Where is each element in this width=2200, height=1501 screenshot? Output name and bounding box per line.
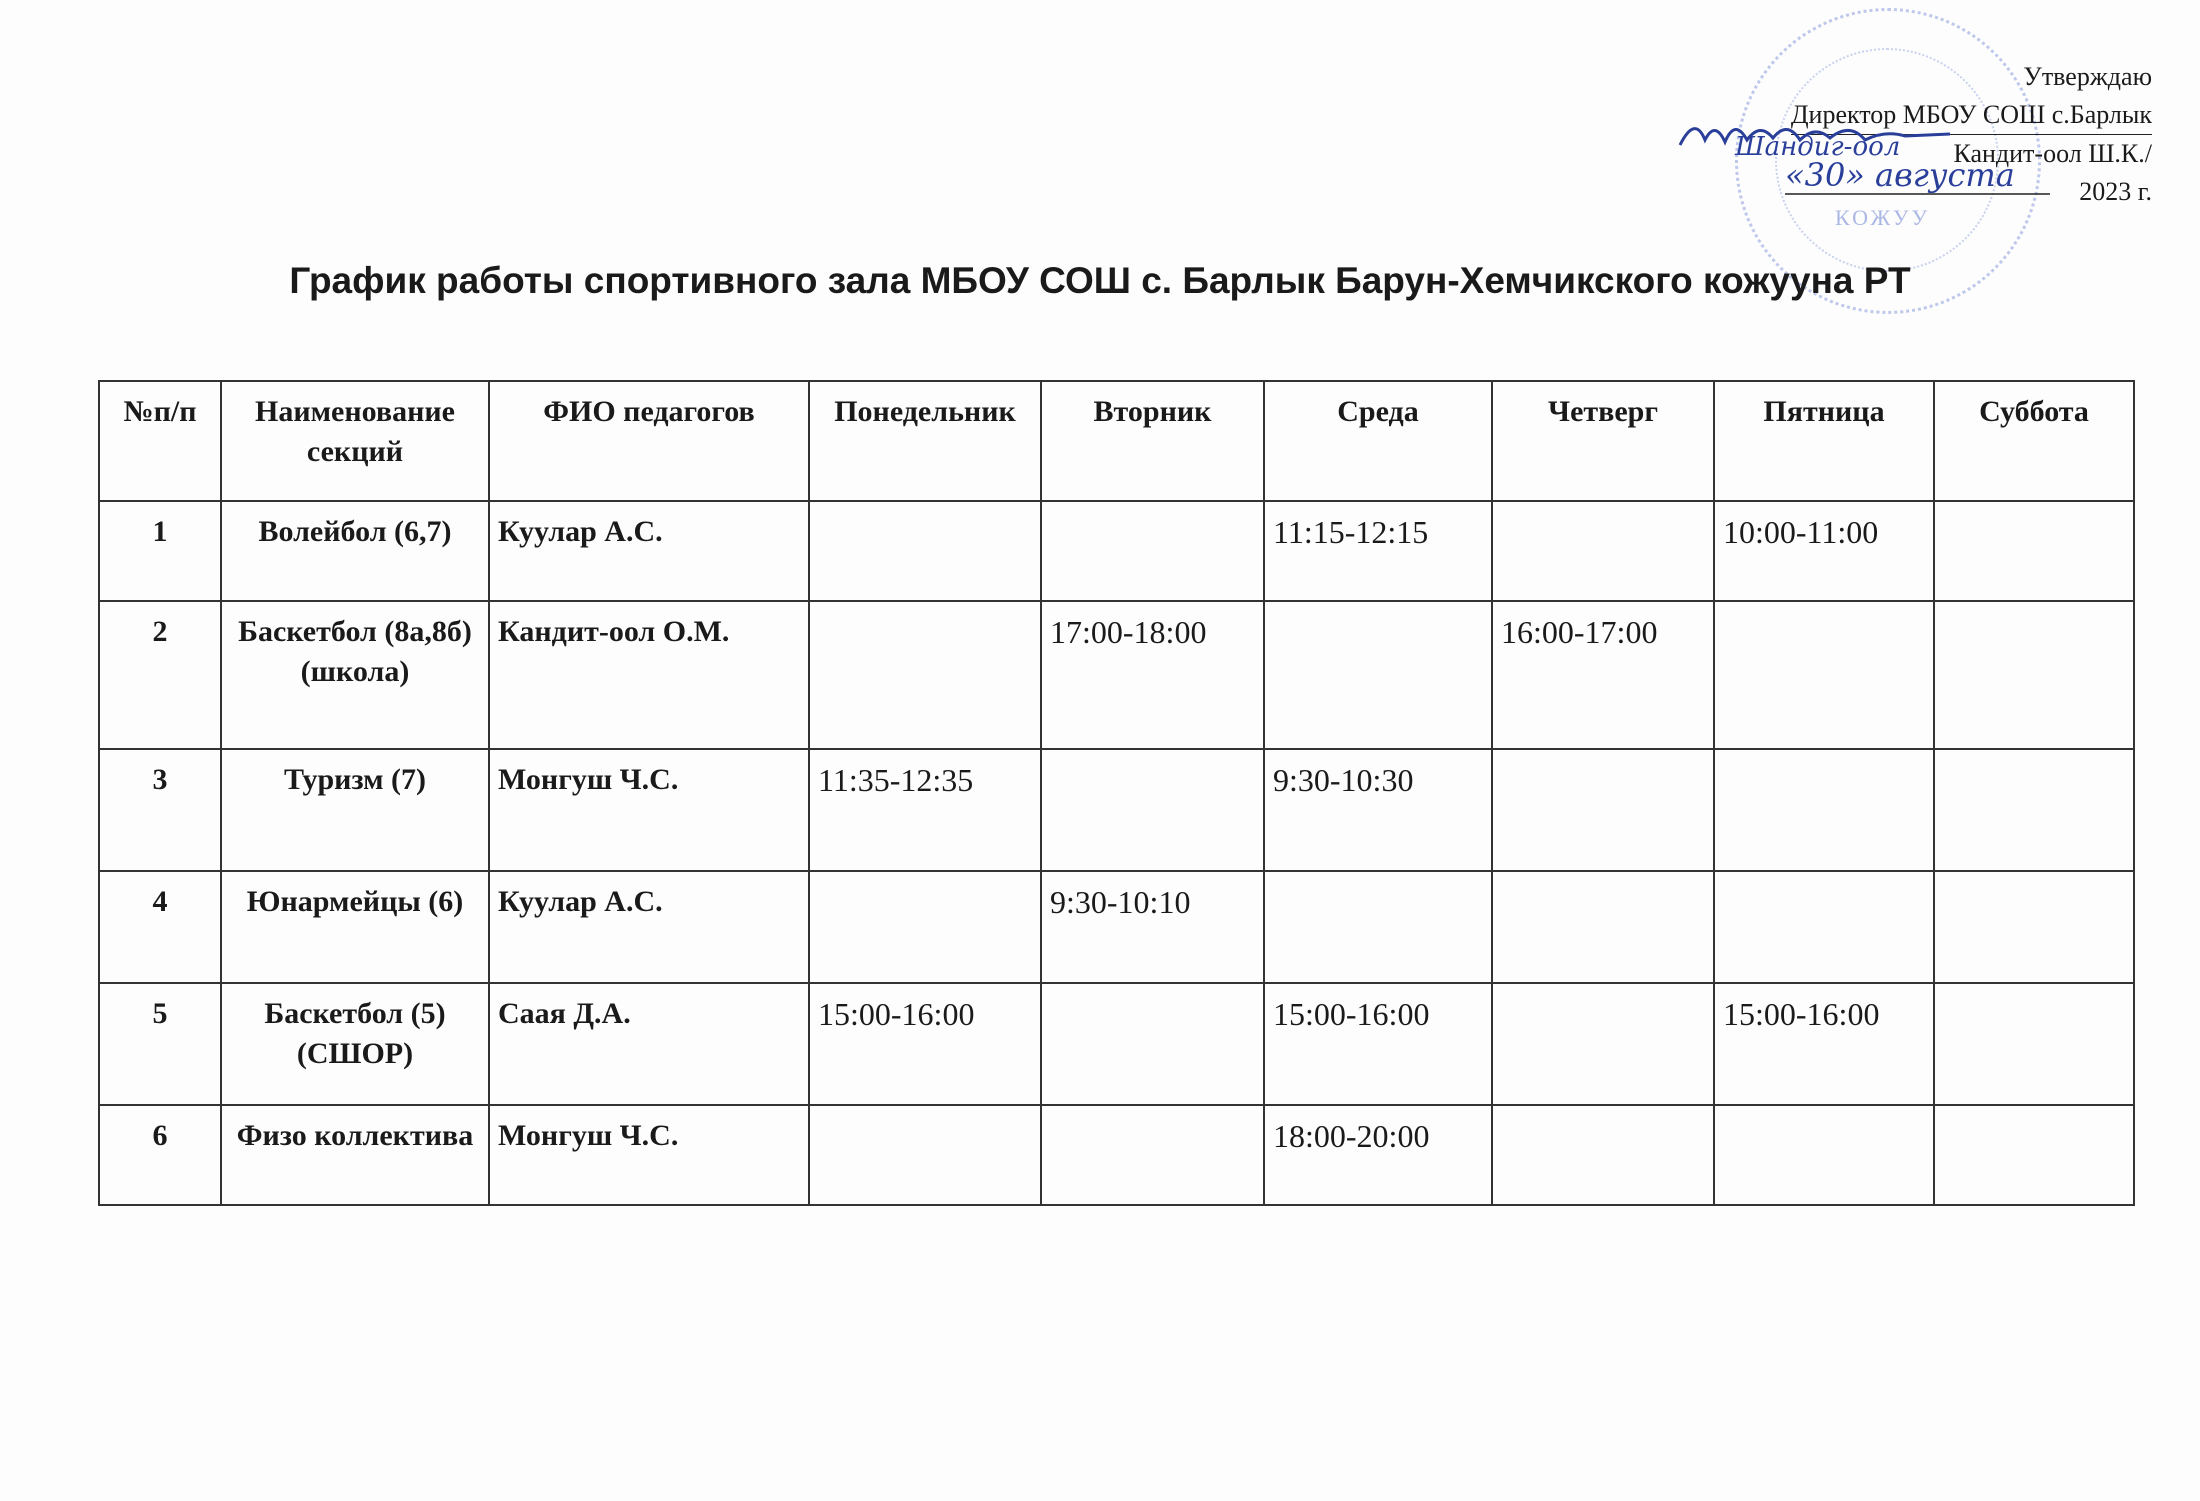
row-teacher: Саая Д.А. [489,983,809,1105]
row-thursday [1492,871,1714,983]
header-num: №п/п [99,381,221,501]
row-thursday [1492,1105,1714,1205]
row-tuesday: 9:30-10:10 [1041,871,1264,983]
row-friday [1714,601,1934,749]
row-teacher: Куулар А.С. [489,501,809,601]
row-wednesday: 15:00-16:00 [1264,983,1492,1105]
row-teacher: Монгуш Ч.С. [489,1105,809,1205]
table-row [99,601,2134,749]
header-monday: Понедельник [809,381,1041,501]
table-row [99,749,2134,871]
table-row [99,983,2134,1105]
header-friday: Пятница [1714,381,1934,501]
row-monday: 11:35-12:35 [809,749,1041,871]
row-saturday [1934,1105,2134,1205]
date-script: «30» августа [1785,156,2015,194]
row-saturday [1934,871,2134,983]
row-tuesday [1041,1105,1264,1205]
header-saturday: Суббота [1934,381,2134,501]
row-monday: 15:00-16:00 [809,983,1041,1105]
stamp-text: КОЖУУ [1835,205,1931,230]
row-friday [1714,749,1934,871]
row-saturday [1934,983,2134,1105]
row-num: 1 [99,501,221,601]
row-thursday [1492,983,1714,1105]
row-friday [1714,871,1934,983]
row-friday [1714,1105,1934,1205]
header-wednesday: Среда [1264,381,1492,501]
row-section: Туризм (7) [221,749,489,871]
row-section: Баскетбол (8а,8б) (школа) [221,601,489,749]
schedule-table [98,380,2135,1206]
table-header-row [99,381,2134,501]
row-tuesday [1041,501,1264,601]
row-num: 4 [99,871,221,983]
approval-position-text: Директор МБОУ СОШ с.Барлык [1791,96,2152,135]
row-wednesday: 18:00-20:00 [1264,1105,1492,1205]
table-row [99,501,2134,601]
row-section: Юнармейцы (6) [221,871,489,983]
row-thursday [1492,501,1714,601]
header-teacher: ФИО педагогов [489,381,809,501]
row-saturday [1934,501,2134,601]
row-wednesday: 11:15-12:15 [1264,501,1492,601]
header-tuesday: Вторник [1041,381,1264,501]
table-row [99,1105,2134,1205]
row-saturday [1934,601,2134,749]
row-wednesday [1264,601,1492,749]
row-section: Волейбол (6,7) [221,501,489,601]
row-monday [809,501,1041,601]
row-thursday: 16:00-17:00 [1492,601,1714,749]
row-tuesday [1041,749,1264,871]
page-title: График работы спортивного зала МБОУ СОШ с. Барлык Барун-Хемчикского кожууна РТ [289,260,1911,301]
row-wednesday [1264,871,1492,983]
row-tuesday: 17:00-18:00 [1041,601,1264,749]
row-teacher: Куулар А.С. [489,871,809,983]
row-num: 5 [99,983,221,1105]
row-monday [809,1105,1041,1205]
row-tuesday [1041,983,1264,1105]
row-friday: 10:00-11:00 [1714,501,1934,601]
row-num: 3 [99,749,221,871]
signature-script: Шандиг-оол [1735,132,1901,160]
table-row [99,871,2134,983]
row-monday [809,871,1041,983]
row-friday: 15:00-16:00 [1714,983,1934,1105]
header-section: Наименование секций [221,381,489,501]
handwritten-date [1785,150,2055,200]
approval-name: Кандит-оол Ш.К./ [1953,139,2152,168]
row-thursday [1492,749,1714,871]
approval-date: 2023 г. [2079,177,2152,206]
row-monday [809,601,1041,749]
row-teacher: Кандит-оол О.М. [489,601,809,749]
row-wednesday: 9:30-10:30 [1264,749,1492,871]
row-num: 2 [99,601,221,749]
row-teacher: Монгуш Ч.С. [489,749,809,871]
row-section: Физо коллектива [221,1105,489,1205]
approval-heading: Утверждаю [2023,62,2152,91]
row-num: 6 [99,1105,221,1205]
header-thursday: Четверг [1492,381,1714,501]
row-section: Баскетбол (5) (СШОР) [221,983,489,1105]
row-saturday [1934,749,2134,871]
